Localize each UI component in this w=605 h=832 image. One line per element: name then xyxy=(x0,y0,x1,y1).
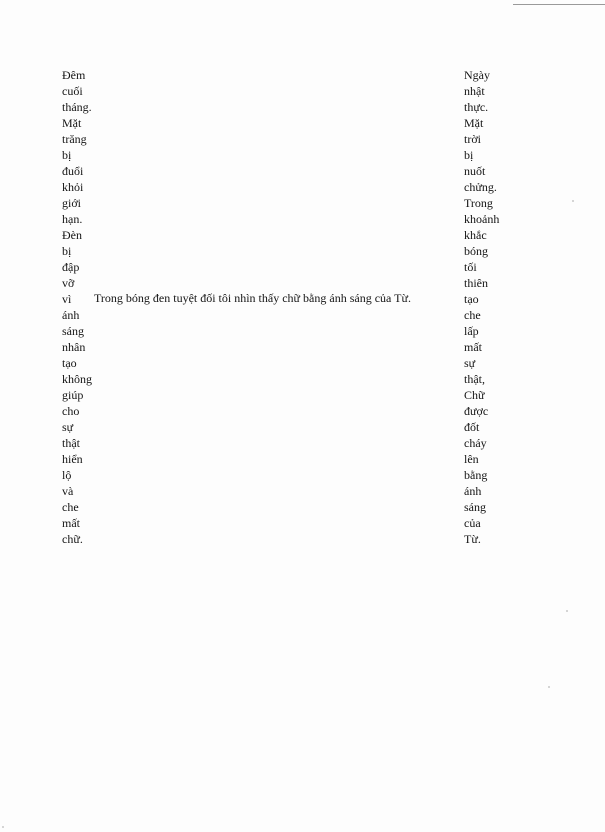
left-word: và xyxy=(62,484,74,498)
scan-speck xyxy=(2,826,4,828)
left-word: vỡ xyxy=(62,276,75,290)
right-word: tạo xyxy=(464,292,479,306)
right-word: nuốt xyxy=(464,164,486,178)
right-word: khoảnh xyxy=(464,212,500,226)
right-word: tối xyxy=(464,260,477,274)
left-word: vì xyxy=(62,292,72,306)
right-word: sáng xyxy=(464,500,486,514)
right-word: nhật xyxy=(464,84,485,98)
right-word: Chữ xyxy=(464,388,485,402)
left-word: ánh xyxy=(62,308,80,322)
left-word: trăng xyxy=(62,132,87,146)
left-word: giúp xyxy=(62,388,84,402)
left-word: Đêm xyxy=(62,68,86,82)
center-sentence: Trong bóng đen tuyệt đối tôi nhìn thấy chữ bằng ánh sáng của Từ. xyxy=(94,291,411,305)
left-word: tháng. xyxy=(62,100,92,114)
left-word: giới xyxy=(62,196,82,210)
left-word: lộ xyxy=(62,468,72,482)
left-word: nhân xyxy=(62,340,86,354)
right-word: Từ. xyxy=(464,532,481,546)
right-word: Ngày xyxy=(464,68,490,82)
scan-speck xyxy=(566,610,568,612)
left-word: bị xyxy=(62,148,72,162)
left-word: bị xyxy=(62,244,72,258)
right-word: bằng xyxy=(464,468,488,482)
right-word: lấp xyxy=(464,324,479,338)
right-word: đốt xyxy=(464,420,480,434)
scan-speck xyxy=(572,200,574,202)
right-word: chửng. xyxy=(464,180,497,194)
left-word: đập xyxy=(62,260,80,274)
right-word: bóng xyxy=(464,244,488,258)
left-word: sáng xyxy=(62,324,84,338)
scan-edge-line xyxy=(513,4,605,5)
left-word: Mặt xyxy=(62,116,82,130)
right-word: sự xyxy=(464,356,476,370)
scan-speck xyxy=(548,686,550,688)
right-word: khắc xyxy=(464,228,487,242)
left-word: mất xyxy=(62,516,80,530)
right-word: trời xyxy=(464,132,482,146)
left-word: không xyxy=(62,372,92,386)
right-word: được xyxy=(464,404,489,418)
right-word-column xyxy=(464,67,499,547)
left-word: khỏi xyxy=(62,180,84,194)
right-word: lên xyxy=(464,452,479,466)
left-word: đuổi xyxy=(62,164,84,178)
left-word: hạn. xyxy=(62,212,83,226)
right-word: bị xyxy=(464,148,474,162)
right-word: của xyxy=(464,516,481,530)
left-word-column xyxy=(62,67,92,547)
right-word: mất xyxy=(464,340,482,354)
right-word: Trong xyxy=(464,196,493,210)
right-word: cháy xyxy=(464,436,487,450)
left-word: che xyxy=(62,500,79,514)
left-word: sự xyxy=(62,420,74,434)
right-word: thực. xyxy=(464,100,489,114)
right-word: che xyxy=(464,308,481,322)
right-word: Mặt xyxy=(464,116,484,130)
right-word: ánh xyxy=(464,484,482,498)
left-word: cuối xyxy=(62,84,83,98)
left-word: thật xyxy=(62,436,80,450)
left-word: cho xyxy=(62,404,80,418)
right-word: thật, xyxy=(464,372,485,386)
left-word: hiển xyxy=(62,452,83,466)
left-word: Đèn xyxy=(62,228,82,242)
left-word: tạo xyxy=(62,356,77,370)
right-word: thiên xyxy=(464,276,488,290)
left-word: chữ. xyxy=(62,532,83,546)
